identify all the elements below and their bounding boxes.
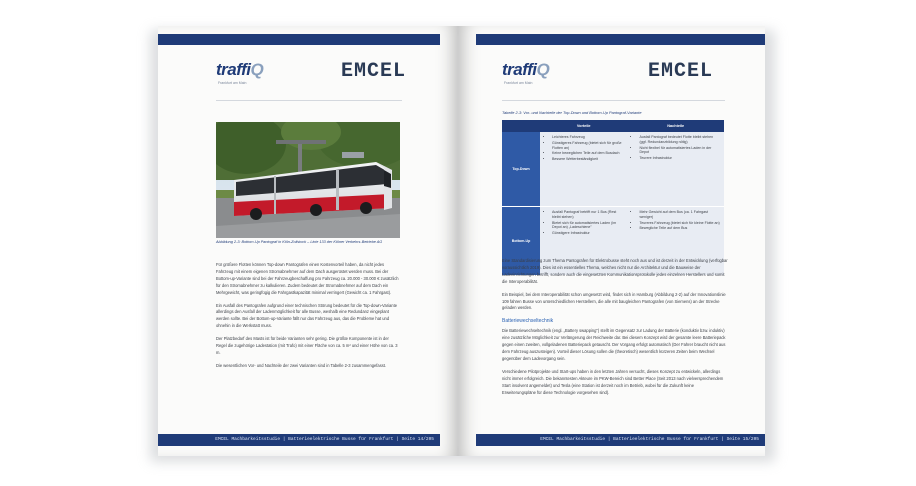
pros-cell [540, 132, 627, 207]
list-item: • Teureres Fahrzeug (bietet sich für kleine Flotte an) [639, 221, 720, 226]
list-item: • Keine beweglichen Teile auf dem Busdach [552, 151, 623, 156]
left-body-text [216, 262, 400, 376]
left-footer-bar: EMCEL Machbarkeitsstudie | Batterieelektrische Busse für Frankfurt | Seite 14/205 [158, 434, 440, 446]
list-item: • Ausfall Pantograf bedeutet Flotte bleibt stehen (ggf. Redundanzbildung nötig) [639, 135, 720, 145]
header-divider [216, 100, 402, 101]
figure-caption: Abbildung 2-3: Bottom-Up Pantograf in Köln-Zollstock – Linie 133 der Kölner Verkehrs-Betriebe AG [216, 240, 383, 244]
emcel-logo: EMCEL [648, 60, 714, 83]
emcel-logo: EMCEL [341, 60, 407, 83]
right-page [458, 26, 765, 456]
list-item: • Nicht flexibel für automatisiertes Laden in der Depot [639, 146, 720, 156]
bus-photo-illustration [216, 122, 400, 238]
paragraph: Die Batteriewechseltechnik (engl. „Battery swapping") stellt im Gegensatz zur Ladung der Batterie (konduktiv bzw. induktiv) eine zusätzliche Möglichkeit zur Verlängerung der Reichweite dar. Bei diesem Konzept wird der gesamte leere Batteriepack gegen einen zweiten, vollgeladenen Batteriepack getauscht. Der Vorgang erfolgt automatisch (Der Fahrer braucht nicht aus dem Fahrzeug auszusteigen). Vorteil dieser Lösung sollen die (theoretisch) wesentlich kürzeren Zeiten beim Wechsel gegenüber dem Ladevorgang sein. [502, 328, 726, 361]
traffiq-logo: traffiQ [502, 60, 550, 79]
table-caption: Tabelle 2-3: Vor- und Nachteile der Top-Down und Bottom-Up Pantograf-Variante [502, 110, 642, 115]
comparison-table [502, 120, 724, 276]
list-item: • Bietet sich für automatisiertes Laden (im Depot an) „Ladeschiene" [552, 221, 623, 231]
paragraph: Eine Standardisierung zum Thema Pantografen für Elektrobusse steht noch aus und ist derzeit in der Entwicklung (verfügbar voraussichtlich 2019). Dies ist ein essentielles Thema, welches nicht nur die Architektur und die Bauweise der Ladeeinrichtungen betrifft, sondern auch die eingesetzten Kommunikationsprotokolle jedes einzelnen Herstellers und somit die Interoperabilität. [502, 258, 728, 284]
right-body-text [502, 258, 728, 402]
table-header-cell: Vorteile [540, 120, 627, 132]
cons-cell [627, 132, 724, 207]
right-top-bar [476, 34, 765, 45]
list-item: • Leichteres Fahrzeug [552, 135, 623, 140]
row-label: Bottom-Up [502, 207, 540, 276]
bus-photo [216, 122, 400, 238]
paragraph: Für größere Flotten können Top-down Pantografen einen Kostenvorteil haben, da nicht jedes Fahrzeug mit einem eigenen Stromabnehmer auf dem Dach ausgerüstet werden muss. Bei der Bottom-up-Variante sind bei der Fahrzeugbeschaffung pro Fahrzeug ca. 20.000 - 30.000 € zusätzlich für den Stromabnehmer zu kalkulieren. Zudem bedeutet der Stromabnehmer auf dem Dach ein Mehrgewicht, was geringfügig die Fahrgastkapazität minimal verringert (Gewicht ca. 1 Fahrgast). [216, 262, 399, 295]
table-header-row [502, 120, 724, 132]
list-item: • Mehr Gewicht auf dem Bus (ca. 1 Fahrgast weniger) [639, 210, 720, 220]
left-top-bar [158, 34, 440, 45]
list-item: • Bewegliche Teile auf dem Bus [639, 226, 720, 231]
table-row [502, 132, 724, 207]
list-item: • Ausfall Pantograf betrifft nur 1 Bus (Rest bleibt stehen) [552, 210, 623, 220]
traffiq-tagline: Frankfurt am Main [218, 81, 247, 85]
header-divider [502, 100, 725, 101]
right-footer-bar: EMCEL Machbarkeitsstudie | Batterieelektrische Busse für Frankfurt | Seite 15/205 [476, 434, 765, 446]
paragraph: Verschiedene Pilotprojekte und Start-ups haben in den letzten Jahren versucht, dieses Konzept zu entwickeln, allerdings nicht immer erfolgreich. Die bekanntesten Akteure im PKW-Bereich sind Better Place (Seit 2013 nach vielversprechendem Start insolvent angemeldet) und Tesla (eine Station ist derzeit noch im Betrieb, wobei für die Zukunft keine Erweiterungspläne für diese Technologie vorgesehen sind). [502, 368, 724, 395]
paragraph: Der Platzbedarf des Masts ist für beide Varianten sehr gering. Die größte Komponente ist in der Regel die zugehörige Ladestation (mit Trafo) mit einer Fläche von ca. 5 m² und einer Höhe von ca. 3 m. [216, 336, 398, 355]
list-item: • Bessere Wetterbeständigkeit [552, 157, 623, 162]
paragraph: Die wesentlichen Vor- und Nachteile der zwei Varianten sind in Tabelle 2-3 zusammengefasst. [216, 362, 387, 368]
paragraph: Ein Beispiel, bei dem Interoperabilität schon umgesetzt wird, findet sich in Hamburg (Abbildung 2-2) auf der Innovationslinie 109 fahren Busse von unterschiedlichen Herstellern, die alle mit baugleichen Pantografen (von Siemens) an der Strecke geladen werden. [502, 291, 726, 311]
traffiq-tagline: Frankfurt am Main [504, 81, 533, 85]
table-header-cell: Nachteile [627, 120, 724, 132]
row-label: Top-Down [502, 132, 540, 207]
list-item: • Günstigere Infrastruktur [552, 231, 623, 236]
list-item: • Günstigeres Fahrzeug (bietet sich für große Flotten an) [552, 141, 623, 151]
paragraph: Ein Ausfall des Pantografen aufgrund einer technischen Störung bedeutet für die Top-down-Variante allerdings den Ausfall der Ladenmöglichkeit für alle Busse, weshalb eine Redundanz eingeplant werden sollte. Bei der Bottom-up-Variante fällt nur das Fahrzeug aus, das die Probleme hat und ohnehin in die Werkstatt muss. [216, 302, 398, 329]
section-subheading: Batteriewechseltechnik [502, 318, 554, 325]
traffiq-logo: traffiQ [216, 60, 264, 79]
table-header-cell [502, 120, 540, 132]
list-item: • Teurere Infrastruktur [639, 156, 720, 161]
left-page [158, 26, 458, 456]
